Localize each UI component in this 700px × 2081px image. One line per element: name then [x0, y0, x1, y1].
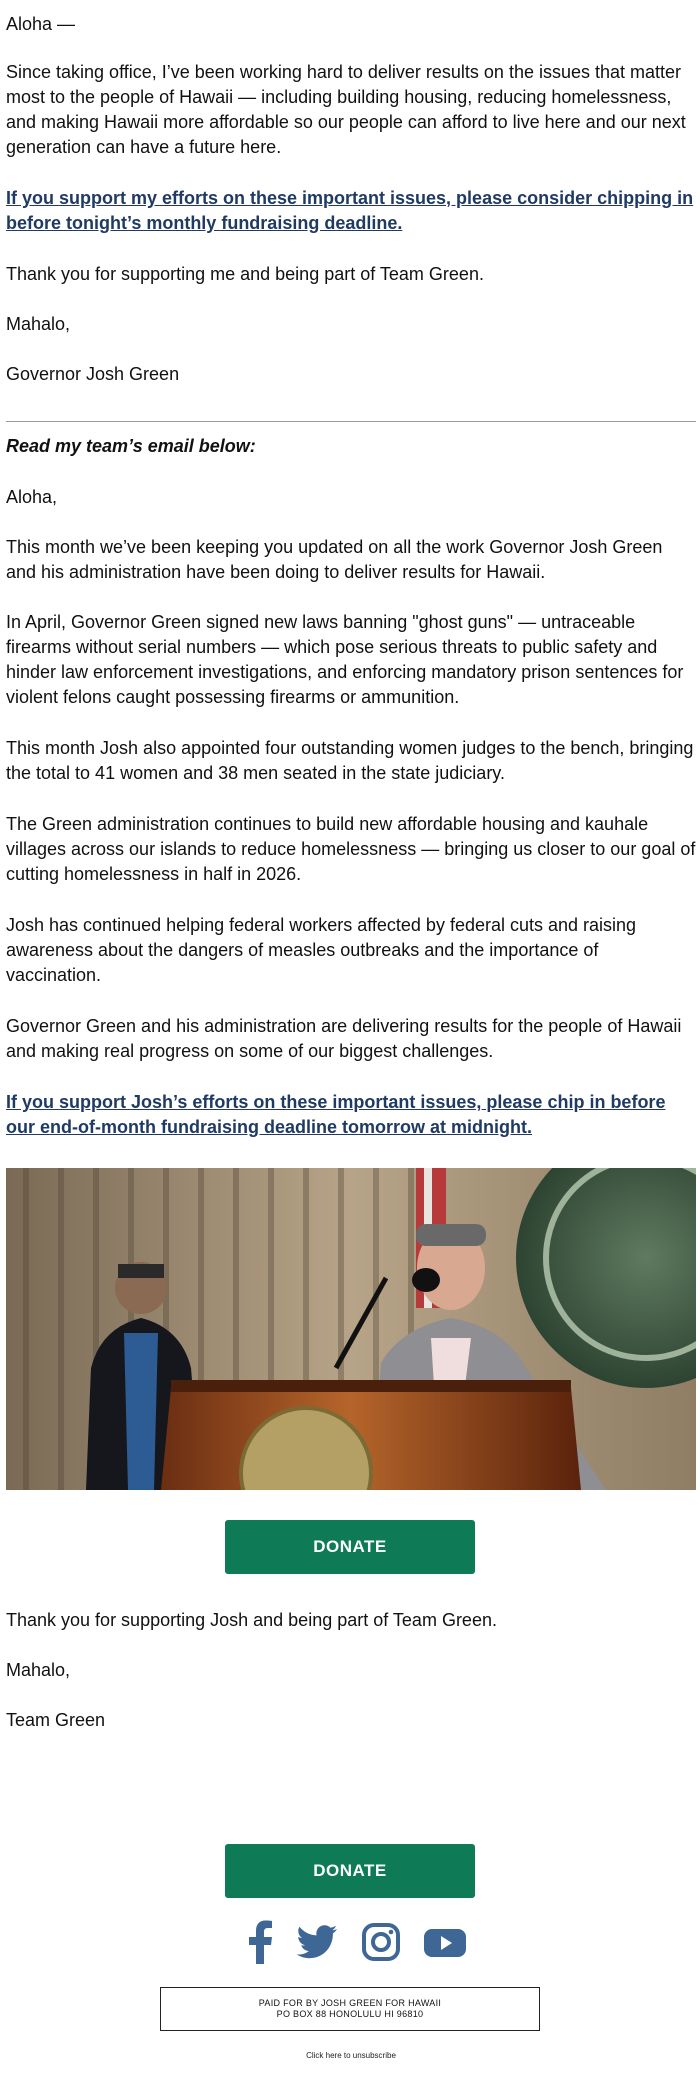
forward-thanks: Thank you for supporting Josh and being part of Team Green. [6, 1610, 497, 1630]
donate-button[interactable]: DONATE [225, 1520, 475, 1574]
forward-greeting: Aloha, [6, 487, 58, 507]
unsubscribe-link[interactable]: Click here to unsubscribe [306, 2051, 396, 2060]
forward-signoff: Mahalo, [6, 1660, 71, 1680]
paid-for-line-1: PAID FOR BY JOSH GREEN FOR HAWAII [258, 1998, 442, 2008]
instagram-icon[interactable] [361, 1920, 401, 1964]
forward-signature: Team Green [6, 1710, 106, 1730]
paid-for-disclaimer [160, 1987, 540, 2031]
forward-paragraph-4: The Green administration continues to build new affordable housing and kauhale villages across our islands to reduce homelessness — bringing us closer to our goal of cutting homelessness in half in 2026. [6, 814, 696, 884]
youtube-icon[interactable] [423, 1920, 467, 1964]
intro-signature: Governor Josh Green [6, 364, 180, 384]
forward-heading: Read my team’s email below: [6, 436, 256, 456]
forward-paragraph-5: Josh has continued helping federal workers affected by federal cuts and raising awareness about the dangers of measles outbreaks and the importance of vaccination. [6, 915, 637, 985]
facebook-icon[interactable] [247, 1920, 273, 1964]
intro-paragraph: Since taking office, I’ve been working hard to deliver results on the issues that matter most to the people of Hawaii — including building housing, reducing homelessness, and making Hawaii more affordable so our people can afford to live here and our next generation can have a future here. [6, 62, 686, 157]
social-links [247, 1918, 467, 1966]
greeting: Aloha — [6, 14, 76, 34]
governor-photo[interactable] [6, 1168, 696, 1490]
intro-thanks: Thank you for supporting me and being part of Team Green. [6, 264, 484, 284]
intro-signoff: Mahalo, [6, 314, 71, 334]
intro-donate-link[interactable]: If you support my efforts on these important issues, please consider chipping in before tonight’s monthly fundraising deadline. [6, 188, 694, 233]
forward-paragraph-6: Governor Green and his administration are delivering results for the people of Hawaii and making real progress on some of our biggest challenges. [6, 1016, 682, 1061]
paid-for-line-2: PO BOX 88 HONOLULU HI 96810 [276, 2009, 424, 2019]
twitter-icon[interactable] [295, 1920, 339, 1964]
forward-donate-link[interactable]: If you support Josh’s efforts on these important issues, please chip in before our end-of-month fundraising deadline tomorrow at midnight. [6, 1092, 666, 1137]
footer-donate-button[interactable]: DONATE [225, 1844, 475, 1898]
divider [6, 421, 696, 422]
forward-paragraph-3: This month Josh also appointed four outstanding women judges to the bench, bringing the total to 41 women and 38 men seated in the state judiciary. [6, 738, 694, 783]
forward-paragraph-1: This month we’ve been keeping you updated on all the work Governor Josh Green and his administration have been doing to deliver results for Hawaii. [6, 537, 663, 582]
forward-paragraph-2: In April, Governor Green signed new laws banning "ghost guns" — untraceable firearms without serial numbers — which pose serious threats to public safety and hinder law enforcement investigations, and enforcing mandatory prison sentences for violent felons caught possessing firearms or ammunition. [6, 612, 684, 707]
